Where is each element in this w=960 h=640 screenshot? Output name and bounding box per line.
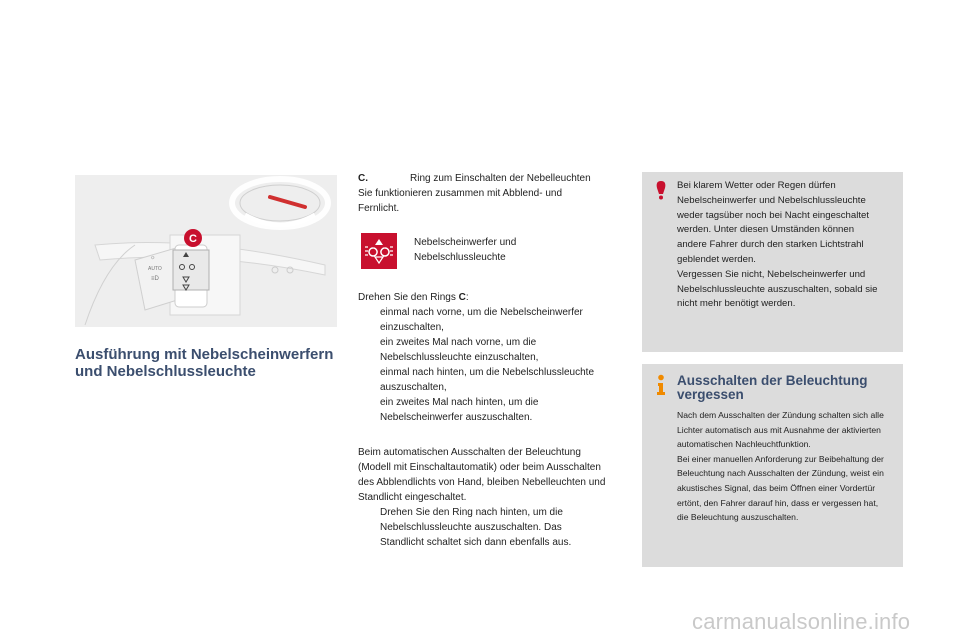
bullet-text: Nebelscheinwerfer auszuschalten. xyxy=(380,412,533,423)
bullet-text: auszuschalten, xyxy=(380,382,447,393)
bullet-item xyxy=(358,365,620,395)
bullet-text: Nebelschlussleuchte auszuschalten. Das xyxy=(380,522,562,533)
turn-intro xyxy=(358,290,620,305)
heading-line-1: Ausführung mit Nebelscheinwerfern xyxy=(75,346,334,363)
info-line: akustisches Signal, das beim Öffnen einer Vordertür xyxy=(677,482,876,493)
bullet-text: einzuschalten, xyxy=(380,322,444,333)
turn-suffix: : xyxy=(465,292,469,303)
warning-line: Bei klarem Wetter oder Regen dürfen xyxy=(677,180,836,191)
section-heading xyxy=(75,346,345,380)
heading-line-2: und Nebelschlussleuchte xyxy=(75,363,256,380)
info-line: Nach dem Ausschalten der Zündung schalten sich alle xyxy=(677,410,884,420)
stalk-label-sun: ☼ xyxy=(150,255,156,261)
auto-line: Standlicht eingeschaltet. xyxy=(358,492,467,503)
warning-line: geblendet werden. xyxy=(677,253,756,265)
info-text xyxy=(677,408,901,525)
indicator-label-line-2: Nebelschlussleuchte xyxy=(414,252,506,263)
bullet-item xyxy=(358,305,620,335)
turn-prefix: Drehen Sie den Rings xyxy=(358,292,456,303)
bullet-text: ein zweites Mal nach vorne, um die xyxy=(380,337,537,348)
info-line: automatischen Nachleuchtfunktion. xyxy=(677,439,811,450)
info-line: Bei einer manuellen Anforderung zur Beibehaltung der xyxy=(677,453,884,464)
marker-c: C xyxy=(189,233,197,245)
warning-text xyxy=(677,179,899,312)
watermark: carmanualsonline.info xyxy=(692,609,911,634)
intro-line-1: Sie funktionieren zusammen mit Abblend- und xyxy=(358,188,563,199)
stalk-illustration xyxy=(75,175,337,327)
turn-instructions xyxy=(358,290,620,425)
info-title xyxy=(677,374,899,402)
stalk-label-auto: AUTO xyxy=(148,266,162,272)
info-line: Lichter automatisch aus mit Ausnahme der aktivierten xyxy=(677,424,881,435)
warning-exclamation-icon xyxy=(651,180,671,200)
info-line: die Beleuchtung auszuschalten. xyxy=(677,512,799,523)
warning-box xyxy=(642,172,903,352)
auto-line: Beim automatischen Ausschalten der Beleuchtung xyxy=(358,447,581,458)
auto-off-paragraph xyxy=(358,445,620,550)
warning-line: Vergessen Sie nicht, Nebelscheinwerfer und xyxy=(677,268,866,280)
auto-bullet-item xyxy=(358,505,620,550)
bullet-text: Nebelschlussleuchte einzuschalten, xyxy=(380,352,539,363)
bullet-text: Drehen Sie den Ring nach hinten, um die xyxy=(380,507,563,518)
warning-line: Nebelschlussleuchte auszuschalten, sobald sie xyxy=(677,283,878,295)
c-label: C. xyxy=(358,173,368,184)
info-line: ertönt, den Fahrer darauf hin, dass er vergessen hat, xyxy=(677,497,879,508)
bullet-text: einmal nach vorne, um die Nebelscheinwerfer xyxy=(380,307,583,318)
indicator-label-line-1: Nebelscheinwerfer und xyxy=(414,237,517,248)
middle-column xyxy=(358,171,620,216)
bullet-text: einmal nach hinten, um die Nebelschlussleuchte xyxy=(380,367,595,378)
auto-line: (Modell mit Einschaltautomatik) oder beim Ausschalten xyxy=(358,462,601,473)
warning-line: nicht mehr benötigt werden. xyxy=(677,298,796,310)
info-icon xyxy=(652,374,670,396)
warning-line: andere Fahrer durch den starken Lichtstrahl xyxy=(677,239,864,251)
bullet-item xyxy=(358,335,620,365)
warning-line: weder tagsüber noch bei Nacht eingeschaltet xyxy=(677,209,869,221)
info-line: Beleuchtung nach Ausschalten der Zündung, weist ein xyxy=(677,468,884,479)
c-definition xyxy=(358,171,620,186)
bullet-text: Standlicht schaltet sich dann ebenfalls aus. xyxy=(380,537,572,548)
info-title-line-1: Ausschalten der Beleuchtung xyxy=(677,373,868,388)
bullet-item xyxy=(358,395,620,425)
turn-ring-label: C xyxy=(458,292,466,303)
bullet-text: ein zweites Mal nach hinten, um die xyxy=(380,397,539,408)
light-stalk-drawing xyxy=(75,175,337,327)
c-description: Ring zum Einschalten der Nebelleuchten xyxy=(410,173,591,184)
info-box xyxy=(642,364,903,567)
stalk-label-beam: ≡D xyxy=(151,276,159,282)
warning-line: Nebelscheinwerfer und Nebelschlussleuchte xyxy=(677,194,866,206)
intro-line-2: Fernlicht. xyxy=(358,203,400,214)
indicator-label xyxy=(414,235,614,265)
fog-light-indicator-icon xyxy=(361,233,397,269)
warning-line: werden. Unter diesen Umständen können xyxy=(677,224,855,236)
info-title-line-2: vergessen xyxy=(677,387,744,402)
auto-line: des Abblendlichts von Hand, bleiben Nebelleuchten und xyxy=(358,477,606,488)
